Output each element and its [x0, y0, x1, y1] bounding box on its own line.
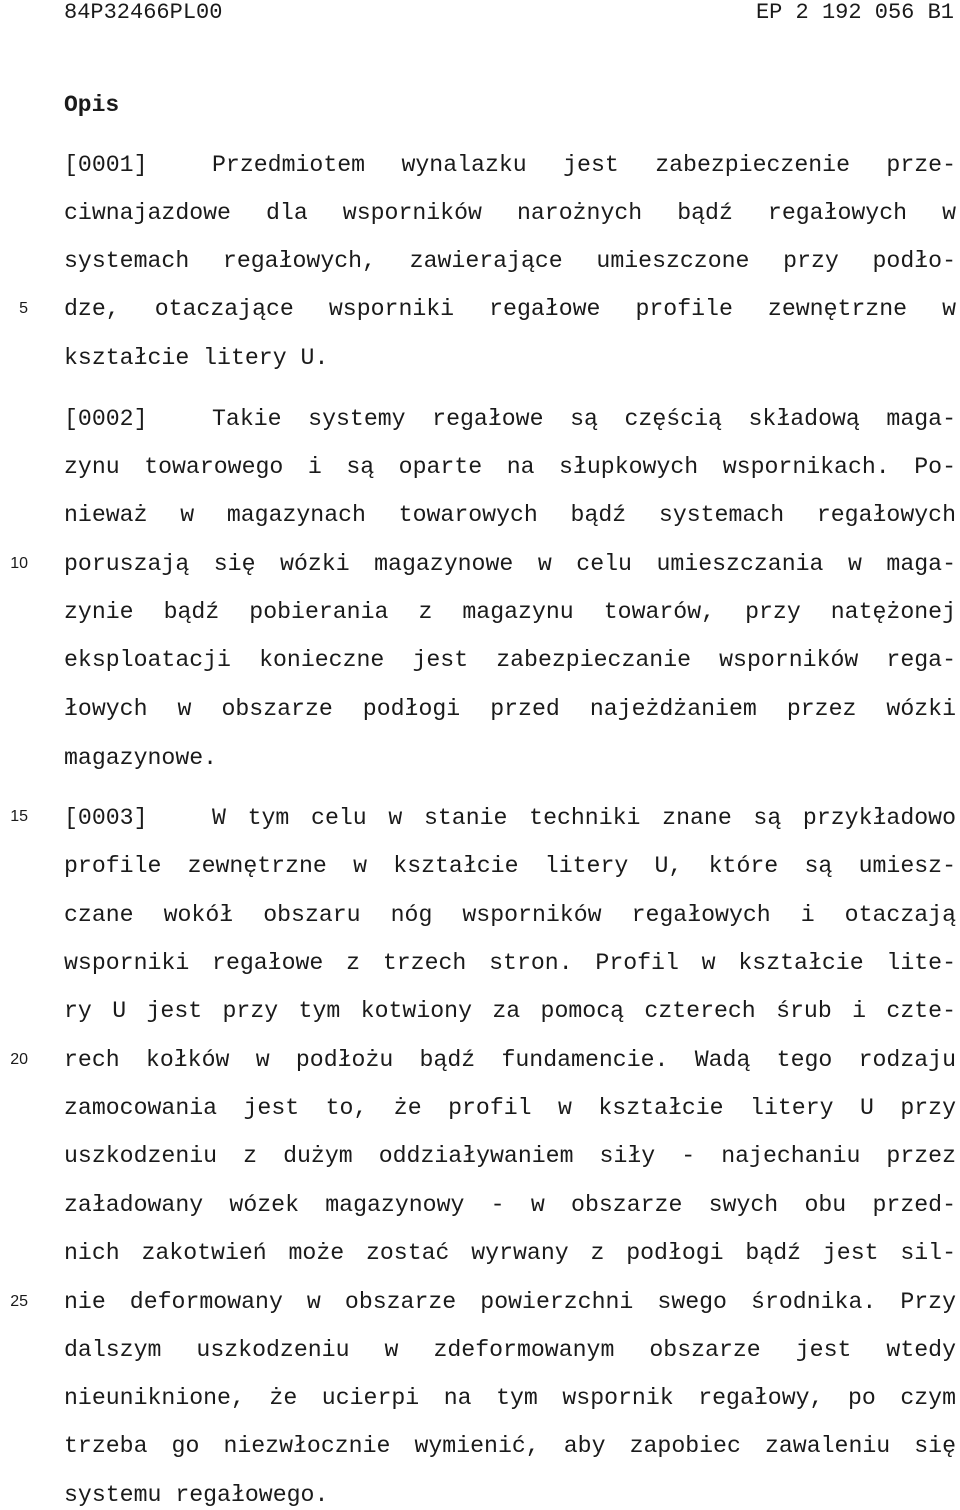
paragraph-number: [0003]	[64, 805, 148, 831]
text-line: zynu towarowego i są oparte na słupkowych wspornikach. Po-	[64, 454, 956, 480]
text-line-content: Przedmiotem wynalazku jest zabezpieczenie prze-	[212, 152, 956, 178]
paragraph-number: [0001]	[64, 152, 148, 178]
line-number: 5	[19, 300, 28, 317]
text-line: rech kołków w podłożu bądź fundamencie. Wadą tego rodzaju	[64, 1047, 956, 1073]
text-line: załadowany wózek magazynowy - w obszarze swych obu przed-	[64, 1192, 956, 1218]
text-line: poruszają się wózki magazynowe w celu umieszczania w maga-	[64, 551, 956, 577]
text-line: zamocowania jest to, że profil w kształcie litery U przy	[64, 1095, 956, 1121]
text-line: nieuniknione, że ucierpi na tym wspornik regałowy, po czym	[64, 1385, 956, 1411]
text-line: dalszym uszkodzeniu w zdeformowanym obszarze jest wtedy	[64, 1337, 956, 1363]
document-code: 84P32466PL00	[64, 0, 223, 25]
text-line: wsporniki regałowe z trzech stron. Profil w kształcie lite-	[64, 950, 956, 976]
text-line: zynie bądź pobierania z magazynu towarów, przy natężonej	[64, 599, 956, 625]
text-line	[64, 803, 956, 833]
text-line: uszkodzeniu z dużym oddziaływaniem siły - najechaniu przez	[64, 1143, 956, 1169]
text-line: trzeba go niezwłocznie wymienić, aby zapobiec zawaleniu się	[64, 1433, 956, 1459]
text-line: ry U jest przy tym kotwiony za pomocą czterech śrub i czte-	[64, 998, 956, 1024]
text-line: dze, otaczające wsporniki regałowe profile zewnętrzne w	[64, 296, 956, 322]
text-line	[64, 150, 956, 180]
line-number: 15	[10, 808, 28, 825]
text-line: nich zakotwień może zostać wyrwany z podłogi bądź jest sil-	[64, 1240, 956, 1266]
text-line: ciwnajazdowe dla wsporników narożnych bądź regałowych w	[64, 200, 956, 226]
text-line: profile zewnętrzne w kształcie litery U, które są umiesz-	[64, 853, 956, 879]
text-line: nieważ w magazynach towarowych bądź systemach regałowych	[64, 502, 956, 528]
text-line-content: Takie systemy regałowe są częścią składową maga-	[212, 406, 956, 432]
text-line	[64, 404, 956, 434]
text-line: nie deformowany w obszarze powierzchni swego środnika. Przy	[64, 1289, 956, 1315]
text-line: systemach regałowych, zawierające umieszczone przy podło-	[64, 248, 956, 274]
text-line: łowych w obszarze podłogi przed najeżdżaniem przez wózki	[64, 696, 956, 722]
text-line: eksploatacji konieczne jest zabezpieczanie wsporników rega-	[64, 647, 956, 673]
line-number: 20	[10, 1051, 28, 1068]
line-number: 25	[10, 1293, 28, 1310]
text-line: kształcie litery U.	[64, 345, 329, 371]
text-line: czane wokół obszaru nóg wsporników regałowych i otaczają	[64, 902, 956, 928]
text-line: magazynowe.	[64, 745, 218, 771]
text-line-content: W tym celu w stanie techniki znane są przykładowo	[212, 805, 956, 831]
section-heading: Opis	[64, 92, 120, 118]
line-number: 10	[10, 555, 28, 572]
patent-number: EP 2 192 056 B1	[755, 0, 954, 25]
paragraph-number: [0002]	[64, 406, 148, 432]
text-line: systemu regałowego.	[64, 1482, 329, 1508]
